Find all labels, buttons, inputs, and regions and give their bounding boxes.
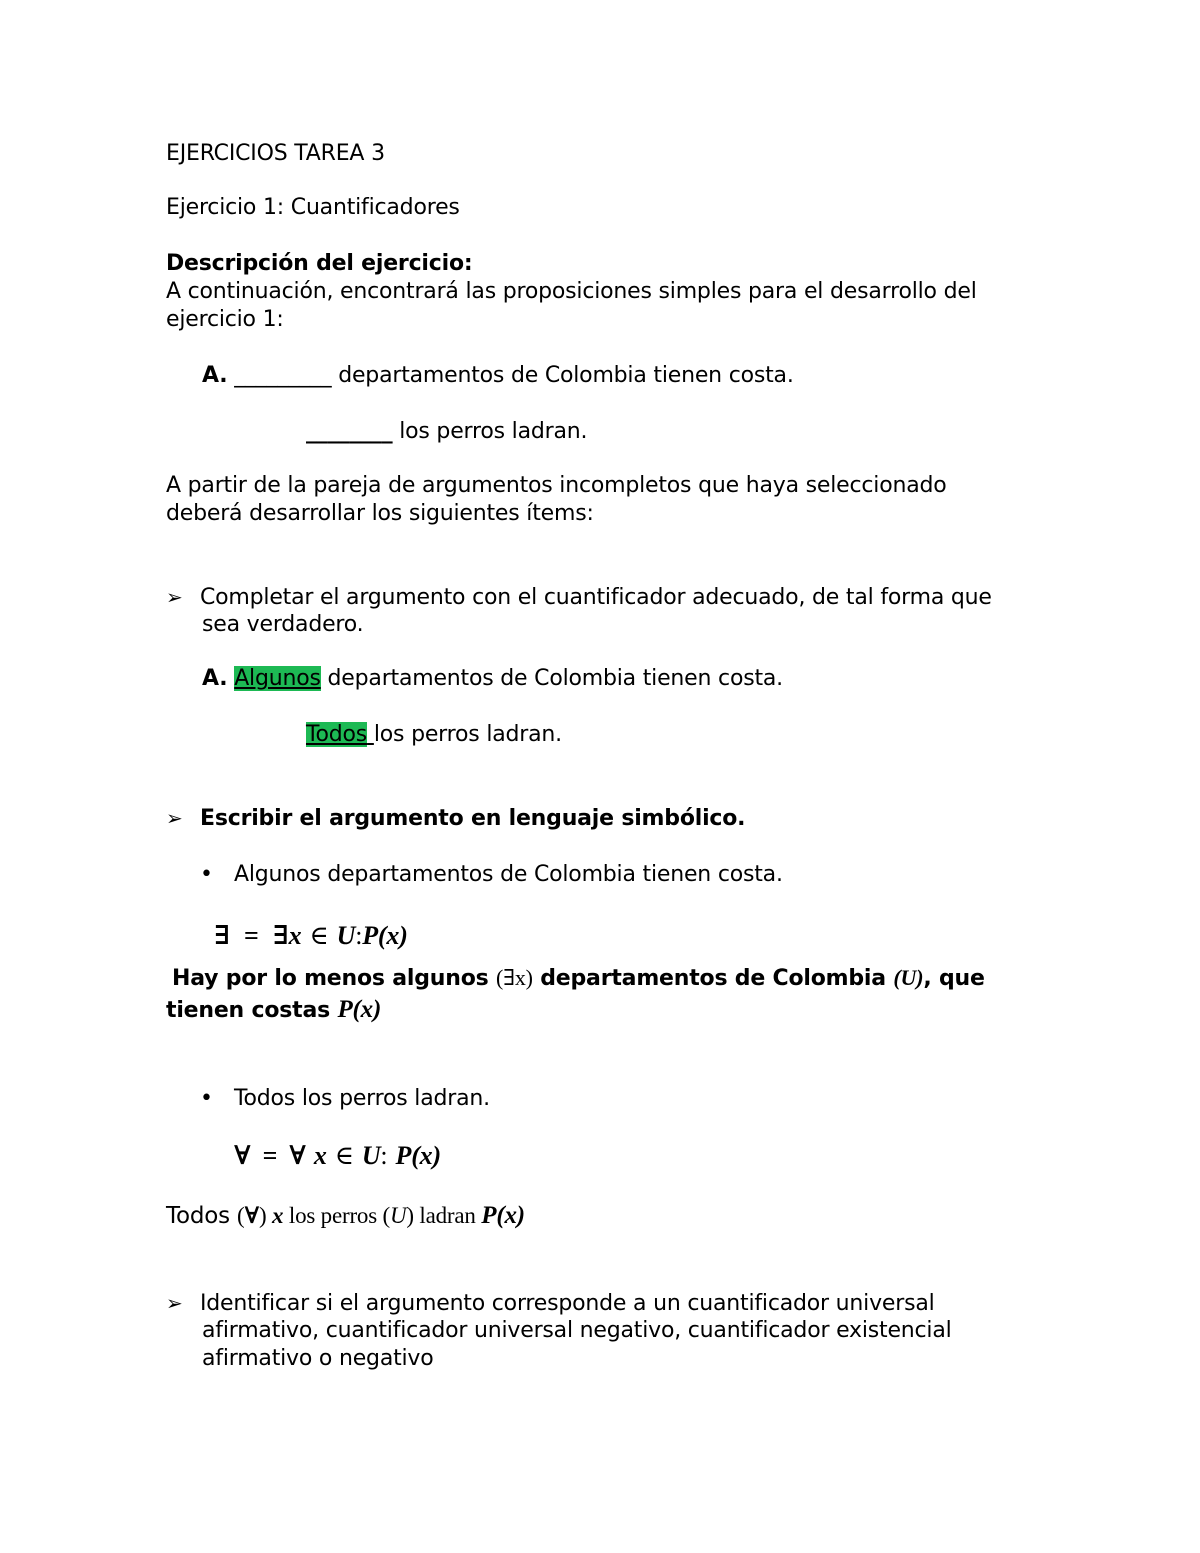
answer-b-text: los perros ladran. xyxy=(373,722,562,747)
item-a-text: departamentos de Colombia tienen costa. xyxy=(338,363,794,388)
answer-b-space xyxy=(367,722,374,747)
formula-1 xyxy=(214,922,408,950)
explanation-2-todos: Todos xyxy=(166,1203,237,1229)
explanation-2-mid: los perros xyxy=(283,1203,383,1228)
blank-1: _________ xyxy=(234,363,332,388)
bullet-1-line-2: sea verdadero. xyxy=(202,612,364,637)
explanation-1-line-2-text: tienen costas xyxy=(166,998,338,1023)
document-title: EJERCICIOS TAREA 3 xyxy=(166,141,385,166)
formula-2-forall: ∀ xyxy=(289,1141,306,1170)
arrow-bullet-icon: ➢ xyxy=(166,1291,183,1315)
bullet-1 xyxy=(166,583,992,612)
answer-b-quantifier: Todos xyxy=(306,722,368,747)
explanation-2-x: x xyxy=(272,1203,284,1228)
formula-2 xyxy=(234,1142,441,1170)
formula-2-colon: : xyxy=(380,1141,388,1170)
answer-a-text: departamentos de Colombia tienen costa. xyxy=(320,666,783,691)
bullet-3-line-2: afirmativo, cuantificador universal negativo, cuantificador existencial xyxy=(202,1318,952,1343)
formula-1-eq: = xyxy=(244,921,259,950)
answer-a-label: A. xyxy=(202,666,228,691)
intro-line-2: ejercicio 1: xyxy=(166,307,284,332)
item-b-text: los perros ladran. xyxy=(399,419,588,444)
exercise-heading: Ejercicio 1: Cuantificadores xyxy=(166,195,460,220)
item-b xyxy=(306,418,587,446)
explanation-1-a: Hay por lo menos algunos xyxy=(172,966,496,991)
sub-bullet-2 xyxy=(200,1085,490,1113)
bullet-dot-icon: • xyxy=(200,1086,213,1111)
explanation-2-paren: (∀) xyxy=(236,1203,267,1228)
sub-bullet-1-text: Algunos departamentos de Colombia tienen costa. xyxy=(234,862,783,887)
bullet-3 xyxy=(166,1289,935,1318)
sub-bullet-1 xyxy=(200,861,783,889)
blank-2: ________ xyxy=(306,419,393,444)
formula-2-set: U xyxy=(361,1141,381,1170)
bullet-2-text: Escribir el argumento en lenguaje simbólico. xyxy=(200,806,746,831)
explanation-1-pred: P(x) xyxy=(337,996,382,1023)
para-line-1: A partir de la pareja de argumentos incompletos que haya seleccionado xyxy=(166,473,947,498)
formula-1-exists: ∃ xyxy=(272,921,289,950)
formula-2-var: x xyxy=(313,1141,327,1170)
formula-1-colon: : xyxy=(355,921,363,950)
formula-1-pred: P(x) xyxy=(362,921,408,950)
answer-b xyxy=(306,721,562,749)
para-line-2: deberá desarrollar los siguientes ítems: xyxy=(166,501,594,526)
explanation-1-u: (U) xyxy=(893,965,924,990)
formula-1-in: ∈ xyxy=(309,921,329,950)
answer-a xyxy=(202,665,783,693)
explanation-1-line-2 xyxy=(166,996,381,1025)
bullet-1-line-1: Completar el argumento con el cuantificador adecuado, de tal forma que xyxy=(200,585,992,610)
formula-2-pred: P(x) xyxy=(395,1141,441,1170)
explanation-2 xyxy=(166,1202,525,1230)
formula-2-eq: = xyxy=(262,1141,278,1170)
item-a-label: A. xyxy=(202,363,228,388)
item-a xyxy=(202,362,794,390)
explanation-1-b: departamentos de Colombia xyxy=(532,966,894,991)
formula-1-var: x xyxy=(288,921,302,950)
explanation-1-line-1 xyxy=(172,964,985,993)
explanation-2-pred: P(x) xyxy=(481,1202,525,1229)
answer-a-quantifier: Algunos xyxy=(234,666,321,691)
formula-2-in: ∈ xyxy=(334,1141,354,1170)
arrow-bullet-icon: ➢ xyxy=(166,585,183,609)
bullet-3-line-1: Identificar si el argumento corresponde a un cuantificador universal xyxy=(200,1291,935,1316)
explanation-1-paren: (∃x) xyxy=(495,965,533,990)
formula-2-lhs: ∀ xyxy=(234,1141,251,1170)
explanation-2-u: (U) xyxy=(382,1203,414,1228)
description-heading: Descripción del ejercicio: xyxy=(166,251,473,276)
arrow-bullet-icon: ➢ xyxy=(166,806,183,830)
formula-1-lhs: ∃ xyxy=(214,921,230,950)
explanation-1-c: , que xyxy=(923,966,985,991)
bullet-dot-icon: • xyxy=(200,862,213,887)
intro-line-1: A continuación, encontrará las proposiciones simples para el desarrollo del xyxy=(166,279,977,304)
explanation-2-end: ladran xyxy=(413,1203,482,1228)
bullet-3-line-3: afirmativo o negativo xyxy=(202,1346,434,1371)
sub-bullet-2-text: Todos los perros ladran. xyxy=(234,1086,490,1111)
bullet-2 xyxy=(166,804,745,833)
formula-1-set: U xyxy=(336,921,356,950)
